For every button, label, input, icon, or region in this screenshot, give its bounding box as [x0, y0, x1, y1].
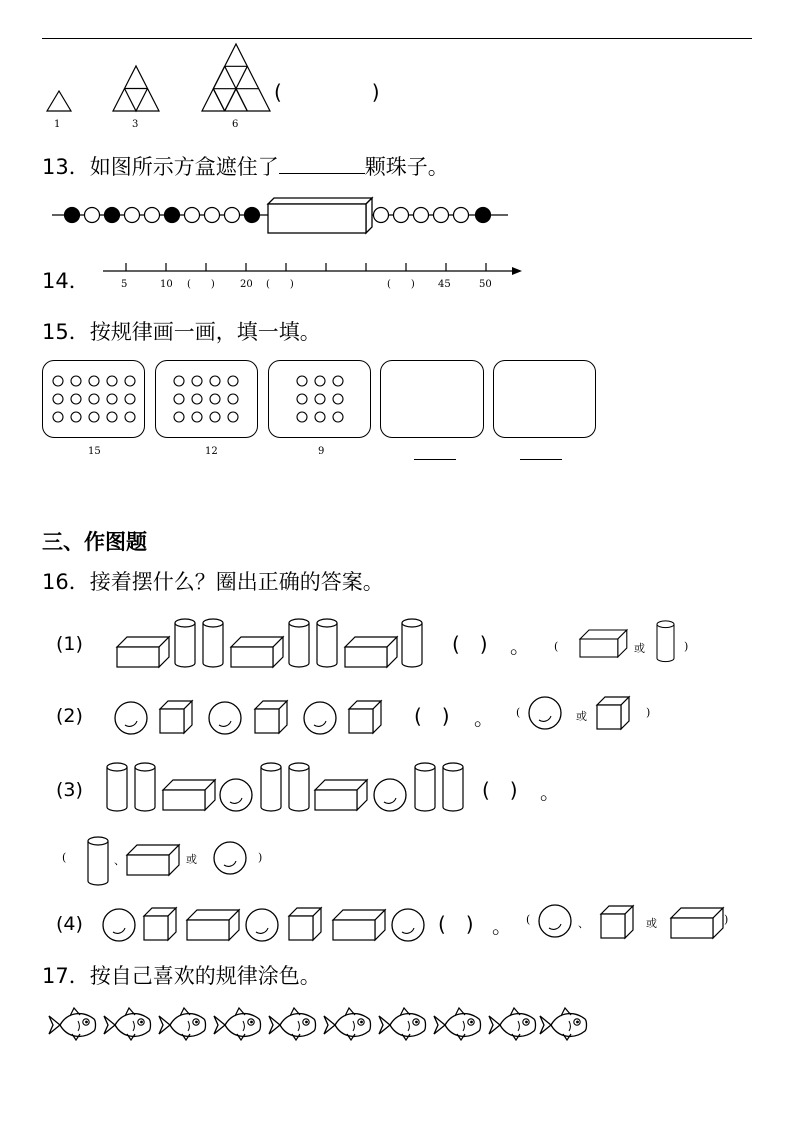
ball-shape [103, 909, 135, 941]
cube-shape [255, 701, 287, 733]
ball-shape [304, 702, 336, 734]
q16-part-4-opt-open: ( [526, 913, 531, 926]
cuboid-shape [345, 637, 397, 667]
triangle-label-1: 1 [54, 119, 61, 130]
q16-part-4-label: (4) [56, 913, 83, 935]
q15-title: 15．按规律画一画，填一填。 [42, 320, 321, 344]
q16-part-4-answer[interactable]: ( ) [438, 912, 474, 936]
fish-6[interactable] [324, 1008, 371, 1040]
cylinder-shape [402, 619, 422, 667]
q16-part-4-dun: 、 [578, 917, 589, 930]
q16-part-3-or: 或 [186, 853, 197, 866]
q16-row-2-sequence [115, 701, 381, 734]
fish-1[interactable] [49, 1008, 96, 1040]
cylinder-shape [289, 763, 309, 811]
q14-tick-20: 20 [240, 279, 253, 290]
q16-part-4-opt-close: ) [724, 913, 729, 926]
q16-row-2-option-ball [529, 697, 561, 729]
fish-8[interactable] [434, 1008, 481, 1040]
triangle-answer-blank[interactable]: ( ) [274, 80, 382, 104]
q16-part-3-dun: 、 [114, 854, 125, 867]
fish-7[interactable] [379, 1008, 426, 1040]
q14-blank-1[interactable]: ( ) [187, 279, 215, 290]
cylinder-shape [443, 763, 463, 811]
fish-10[interactable] [540, 1008, 587, 1040]
cylinder-shape [175, 619, 195, 667]
q14-blank-2[interactable]: ( ) [266, 279, 294, 290]
cylinder-shape [135, 763, 155, 811]
q16-row-3-option-cylinder [88, 837, 108, 885]
cylinder-shape [317, 619, 337, 667]
cuboid-shape [231, 637, 283, 667]
q14-tick-10: 10 [160, 279, 173, 290]
q16-part-1-opt-close: ) [684, 640, 689, 653]
q13-text-after: 颗珠子。 [364, 155, 449, 179]
q16-part-2-answer[interactable]: ( ) [414, 704, 450, 728]
cube-shape [349, 701, 381, 733]
ball-shape [246, 909, 278, 941]
q14-blank-3[interactable]: ( ) [387, 279, 415, 290]
ball-shape [392, 909, 424, 941]
ball-shape [220, 779, 252, 811]
ball-shape [115, 702, 147, 734]
q17-title: 17．按自己喜欢的规律涂色。 [42, 964, 321, 988]
q16-row-2-option-cube [597, 697, 629, 729]
cube-shape [160, 701, 192, 733]
q16-row-4-option-cuboid [671, 908, 723, 938]
q15-label-12: 12 [205, 446, 218, 457]
q14-tick-50: 50 [479, 279, 492, 290]
cuboid-shape [187, 910, 239, 940]
q16-part-2-opt-close: ) [646, 706, 651, 719]
fish-9[interactable] [489, 1008, 536, 1040]
q16-part-4-period: 。 [492, 914, 512, 938]
q15-label-15: 15 [88, 446, 101, 457]
triangle-label-3: 3 [132, 119, 139, 130]
cube-shape [289, 908, 321, 940]
cuboid-shape [315, 780, 367, 810]
q16-title: 16．接着摆什么？圈出正确的答案。 [42, 570, 384, 594]
q16-part-3-answer[interactable]: ( ) [482, 778, 518, 802]
q14-tick-5: 5 [121, 279, 128, 290]
q16-part-1-opt-open: ( [554, 640, 559, 653]
section-3-title: 三、作图题 [42, 530, 147, 554]
ball-shape [374, 779, 406, 811]
q16-row-4-option-ball [539, 905, 571, 937]
q16-part-1-period: 。 [510, 634, 530, 658]
fish-2[interactable] [104, 1008, 151, 1040]
q16-row-1-option-cuboid [580, 630, 627, 657]
cuboid-shape [117, 637, 169, 667]
q16-part-2-label: (2) [56, 705, 83, 727]
q13-number: 13． [42, 155, 90, 179]
fish-4[interactable] [214, 1008, 261, 1040]
q14-number: 14． [42, 269, 90, 293]
q16-row-1-option-cylinder [657, 621, 674, 662]
q16-part-1-label: (1) [56, 633, 83, 655]
q16-row-4-option-cube [601, 906, 633, 938]
q16-row-4-sequence [103, 908, 424, 941]
cube-shape [144, 908, 176, 940]
q16-part-3-label: (3) [56, 779, 83, 801]
cylinder-shape [261, 763, 281, 811]
q16-part-3-opt-close: ) [258, 851, 263, 864]
q16-row-3-option-cuboid [127, 845, 179, 875]
q16-part-3-opt-open: ( [62, 851, 67, 864]
cuboid-shape [163, 780, 215, 810]
q14-tick-45: 45 [438, 279, 451, 290]
fish-3[interactable] [159, 1008, 206, 1040]
cylinder-shape [107, 763, 127, 811]
cylinder-shape [415, 763, 435, 811]
q16-row-1-sequence [117, 619, 422, 667]
q16-part-2-period: 。 [474, 706, 494, 730]
q16-part-4-or: 或 [646, 917, 657, 930]
q16-part-2-opt-open: ( [516, 706, 521, 719]
q16-part-3-period: 。 [540, 780, 560, 804]
q16-part-2-or: 或 [576, 710, 587, 723]
q13-text-before: 如图所示方盒遮住了 [89, 155, 279, 179]
q16-row-3-option-ball [214, 842, 246, 874]
cylinder-shape [289, 619, 309, 667]
q16-part-1-answer[interactable]: ( ) [452, 632, 488, 656]
cuboid-shape [333, 910, 385, 940]
q16-row-3-sequence [107, 763, 463, 811]
q16-part-1-or: 或 [634, 642, 645, 655]
ball-shape [209, 702, 241, 734]
q15-label-9: 9 [318, 446, 325, 457]
q17-fish-row [0, 1003, 793, 1053]
triangle-label-6: 6 [232, 119, 239, 130]
cylinder-shape [203, 619, 223, 667]
fish-5[interactable] [269, 1008, 316, 1040]
